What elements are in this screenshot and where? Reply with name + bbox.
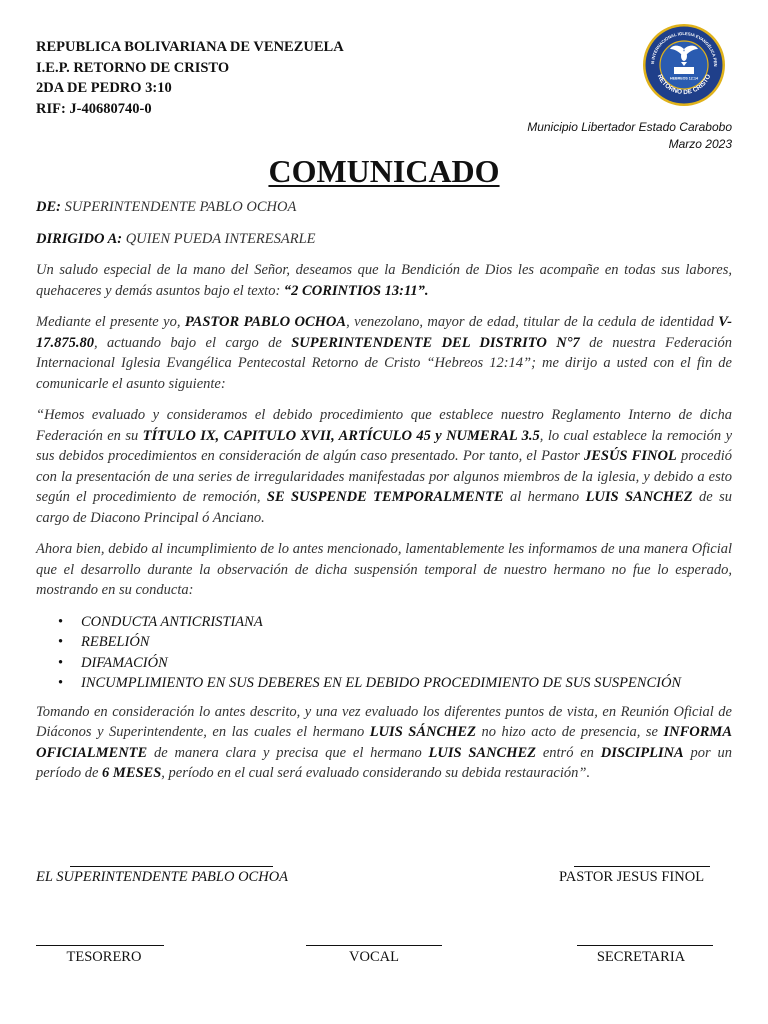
evaluation-paragraph: “Hemos evaluado y consideramos el debido procedimiento que establece nuestro Reglamento Interno de dicha Federación en su TÍTULO IX, CAPITULO XVII, ARTÍCULO 45 y NUMERAL 3.5, lo cual establece la remoción y sus debidos procedimientos en consideración de algún caso presentado. Por tanto, el Pastor JESÚS FINOL procedió con la presentación de una series de irregularidades manifestadas por algunos miembros de la iglesia, y debido a esto según el procedimiento de remoción, SE SUSPENDE TEMPORALMENTE al hermano LUIS SANCHEZ de su cargo de Diacono Principal ó Anciano. [36, 407, 733, 526]
intro-paragraph: Mediante el presente yo, PASTOR PABLO OCHOA, venezolano, mayor de edad, titular de la cedula de identidad V-17.875.80, actuando bajo el cargo de SUPERINTENDENTE DEL DISTRITO N°7 de nuestra Federación Internacional Iglesia Evangélica Pentecostal Retorno de Cristo “Hebreos 12:14”; me dirijo a usted con el fin de comunicarle el asunto siguiente: [36, 314, 732, 392]
logo-bottom-text: RETORNO DE CRISTO [655, 73, 713, 97]
signature-pastor: PASTOR JESUS FINOL [559, 869, 705, 885]
to-value: QUIEN PUEDA INTERESARLE [122, 230, 316, 247]
signature-treasurer: TESORERO [66, 949, 142, 965]
place-date [527, 119, 732, 153]
header-country: REPUBLICA BOLIVARIANA DE VENEZUELA [36, 39, 344, 55]
signature-vocal: VOCAL [349, 949, 399, 965]
list-item: • INCUMPLIMIENTO EN SUS DEBERES EN EL DEBIDO PROCEDIMIENTO DE SUS SUSPENCIÓN [36, 673, 732, 694]
signature-line-treasurer [36, 945, 164, 946]
signature-line-vocal [306, 945, 442, 946]
document-body [36, 197, 732, 795]
from-value: SUPERINTENDENTE PABLO OCHOA [60, 199, 297, 215]
signature-secretary: SECRETARIA [596, 949, 686, 965]
to-line [36, 229, 732, 250]
conduct-list [36, 612, 732, 694]
list-item: • REBELIÓN [36, 632, 732, 653]
header-church: I.E.P. RETORNO DE CRISTO [36, 59, 230, 76]
place-date-text: Marzo 2023 [668, 137, 732, 151]
signature-superintendent: EL SUPERINTENDENTE PABLO OCHOA [36, 869, 289, 885]
greeting-paragraph: Un saludo especial de la mano del Señor, deseamos que la Bendición de Dios les acompañe en todas sus labores, quehaceres y demás asuntos bajo el texto: “2 CORINTIOS 13:11”. [36, 262, 732, 299]
logo-ring-text: N INTERNACIONAL IGLESIA EVANGÉLICA PEN [649, 30, 719, 67]
from-line [36, 197, 732, 218]
header-rif: RIF: J-40680740-0 [36, 100, 152, 117]
header-verse: 2DA DE PEDRO 3:10 [36, 80, 172, 96]
bullet-icon: • [58, 675, 64, 691]
church-logo [641, 22, 727, 108]
signature-line-superintendent [70, 866, 273, 867]
decision-paragraph: Tomando en consideración lo antes descrito, y una vez evaluado los diferentes puntos de vista, en Reunión Oficial de Diáconos y Superintendente, en las cuales el hermano LUIS SÁNCHEZ no hizo acto de presencia, se INFORMA OFICIALMENTE de manera clara y precisa que el hermano LUIS SANCHEZ entró en DISCIPLINA por un período de 6 MESES, período en el cual será evaluado considerando su debida restauración”. [36, 703, 732, 781]
signature-line-pastor [574, 866, 710, 867]
header-block [36, 37, 344, 119]
to-label: DIRIGIDO A: [36, 230, 123, 247]
place-location: Municipio Libertador Estado Carabobo [527, 120, 732, 134]
from-label: DE: [36, 199, 61, 215]
book-icon [674, 67, 694, 74]
list-item: • DIFAMACIÓN [36, 653, 732, 674]
logo-center-text: HEBREOS 12:14 [670, 76, 698, 81]
bullet-icon: • [58, 634, 64, 650]
list-item: • CONDUCTA ANTICRISTIANA [36, 612, 732, 633]
signature-line-secretary [577, 945, 713, 946]
bullet-icon: • [58, 613, 64, 630]
conduct-paragraph: Ahora bien, debido al incumplimiento de lo antes mencionado, lamentablemente les informamos de una manera Oficial que el desarrollo durante la observación de dicha suspensión temporal de nuestro hermano no fue lo esperado, mostrando en su conducta: [36, 541, 732, 598]
page-title: COMUNICADO [268, 153, 500, 189]
bullet-icon: • [58, 654, 64, 671]
